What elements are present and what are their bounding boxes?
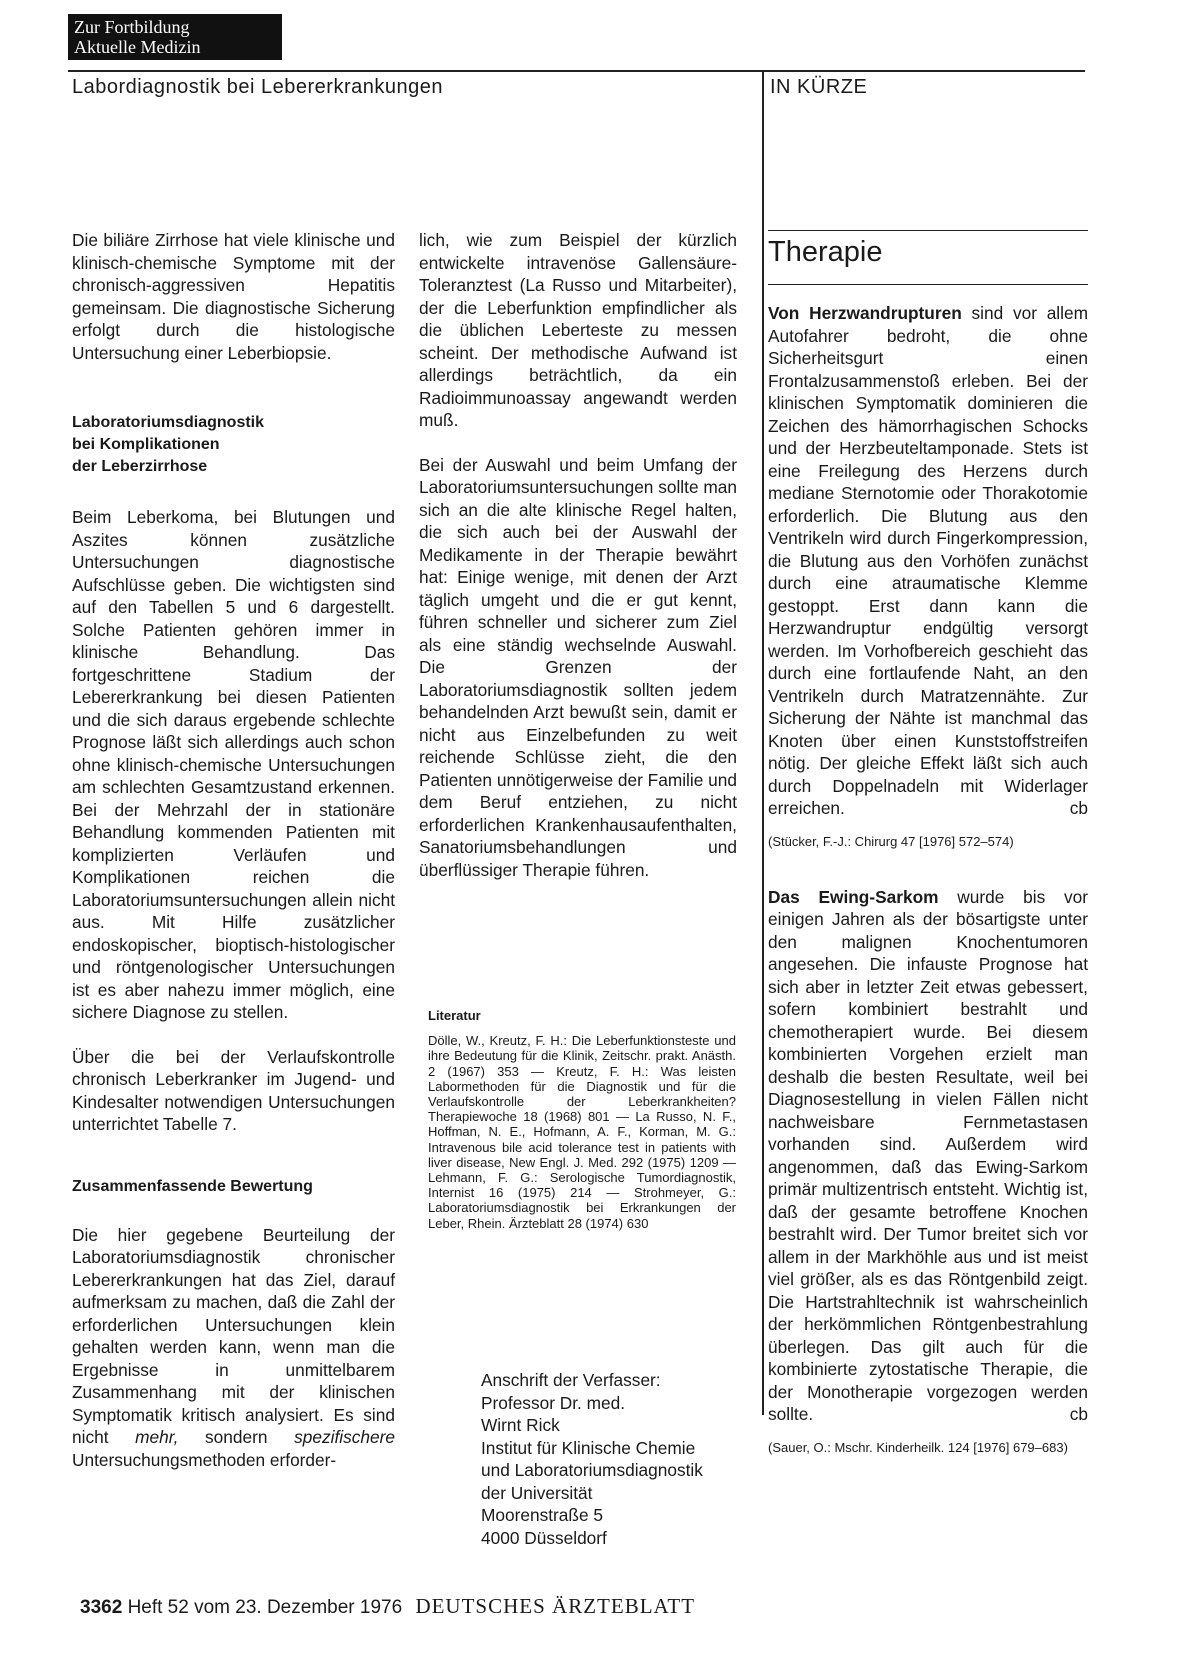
col1-paragraph-4: Die hier gegebene Beurteilung der Laboratoriumsdiagnostik chronischer Lebererkrankungen hat das Ziel, darauf aufmerksam zu machen, daß die Zahl der erforderlichen Untersuchungen klein gehalten werden kann, wenn man die Ergebnisse in unmittelbarem Zusammenhang mit der klinischen Symptomatik kritisch analysiert. Es sind nicht mehr, sondern spezifischere Untersuchungsmethoden erforder- [72,1224,395,1470]
emphasis-spezifischere: spezifischere [294,1427,395,1447]
col1-heading-1 [72,412,395,478]
article-herzwandruptur: Von Herzwandrupturen sind vor allem Autofahrer bedroht, die ohne Sicherheitsgurt einen Frontalzusammenstoß erleben. Bei der klinischen Symptomatik dominieren die Zeichen des hämorrhagischen Schocks und der Herzbeuteltamponade. Stets ist eine Freilegung des Herzens durch mediane Sternotomie oder Thorakotomie erforderlich. Die Blutung aus den Ventrikeln wird durch Fingerkompression, die Blutung aus den Vorhöfen zunächst durch eine atraumatische Klemme gestoppt. Erst dann kann die Herzwandruptur endgültig versorgt werden. Im Vorhofbereich geschieht das durch eine fortlaufende Naht, an den Ventrikeln durch Matratzennähte. Zur Sicherung der Nähte ist manchmal das Knoten über einen Kunststoffstreifen nötig. Der gleiche Effekt läßt sich auch durch Doppelnadeln mit Widerlager erreichen. cb [768,303,1088,818]
col1-paragraph-3: Über die bei der Verlaufskontrolle chronisch Leberkranker im Jugend- und Kindesalter notwendigen Untersuchungen unterrichtet Tabelle 7. [72,1046,395,1134]
col1-heading-1-line-1: Laboratoriumsdiagnostik [72,414,265,431]
author-address [481,1369,703,1549]
column-1 [72,229,395,1471]
col2-paragraph-1: lich, wie zum Beispiel der kürzlich entwickelte intravenöse Gallensäure-Toleranztest (La Russo und Mitarbeiter), der die Leberfunktion empfindlicher als die üblichen Leberteste zu messen scheint. Der methodische Aufwand ist allerdings beträchtlich, da ein Radioimmunoassay angewandt werden muß. [419,230,737,430]
address-line: und Laboratoriumsdiagnostik [481,1460,703,1480]
page-footer [80,1594,695,1619]
address-line: 4000 Düsseldorf [481,1527,607,1548]
section-heading-in-kuerze: IN KÜRZE [770,76,868,98]
therapie-title: Therapie [768,236,883,268]
address-line: Institut für Klinische Chemie [481,1437,696,1458]
col2-paragraph-2: Bei der Auswahl und beim Umfang der Laboratoriumsuntersuchungen sollte man sich an die alte klinische Regel halten, die sich auch bei der Auswahl der Medikamente in der Therapie bewährt hat: Einige wenige, mit denen der Arzt täglich umgeht und die er gut kennt, führen schneller und sicherer zum Ziel als eine ständig wechselnde Auswahl. Die Grenzen der Laboratoriumsdiagnostik sollten jedem behandelnden Arzt bewußt sein, damit er nicht aus Einzelbefunden zu weit reichende Schlüsse zieht, die den Patienten unnötigerweise der Familie und dem Beruf entziehen, zu nicht erforderlichen Krankenhausaufenthalten, Sanatoriumsbehandlungen und überflüssiger Therapie führen. [419,454,737,880]
literature [428,1008,736,1231]
col1-heading-1-line-2: bei Komplikationen [72,436,220,453]
journal-name: DEUTSCHES ÄRZTEBLATT [415,1594,696,1618]
section-label-line-1: Zur Fortbildung [74,17,190,37]
col1-paragraph-2: Beim Leberkoma, bei Blutungen und Aszites können zusätzliche Untersuchungen diagnostische Aufschlüsse geben. Die wichtigsten sind auf den Tabellen 5 und 6 dargestellt. Solche Patienten gehören immer in klinische Behandlung. Das fortgeschrittene Stadium der Lebererkrankung bei diesen Patienten und die sich daraus ergebende schlechte Prognose läßt sich allerdings auch schon ohne klinisch-chemische Untersuchungen am schlechten Gesamtzustand erkennen. Bei der Mehrzahl der in stationäre Behandlung kommenden Patienten mit komplizierten Verläufen und Komplikationen reichen die Laboratoriumsuntersuchungen allein nicht aus. Mit Hilfe zusätzlicher endoskopischer, bioptisch-histologischer und röntgenologischer Untersuchungen ist es aber nahezu immer möglich, eine sichere Diagnose zu stellen. [72,507,395,1022]
article-ewing-sarkom: Das Ewing-Sarkom wurde bis vor einigen Jahren als der bösartigste unter den malignen Knochentumoren angesehen. Die infauste Prognose hat sich aber in letzter Zeit etwas gebessert, sofern kombiniert bestrahlt und chemotherapiert wurde. Bei diesem kombinierten Vorgehen erzielt man deshalb die besten Resultate, weil bei Diagnosestellung in vielen Fällen nicht nachweisbare Fernmetastasen vorhanden sind. Außerdem wird angenommen, daß das Ewing-Sarkom primär multizentrisch entsteht. Wichtig ist, daß der gesamte betroffene Knochen bestrahlt wird. Der Tumor breitet sich vor allem in der Markhöhle aus und ist meist viel größer, als es das Röntgenbild zeigt. Die Hartstrahltechnik ist wahrscheinlich der herkömmlichen Röntgenbestrahlung überlegen. Das gilt auch für die kombinierte zytostatische Therapie, die der Monotherapie vorgezogen werden sollte. cb [768,886,1088,1424]
literature-text: Dölle, W., Kreutz, F. H.: Die Leberfunktionsteste und ihre Bedeutung für die Klinik, Zeitschr. prakt. Anästh. 2 (1967) 353 — Kreutz, F. H.: Was leisten Labormethoden für die Diagnostik und für die Verlaufskontrolle der Leberkrankheiten? Therapiewoche 18 (1968) 801 — La Russo, N. F., Hoffman, N. E., Hofmann, A. F., Korman, M. G.: Intravenous bile acid tolerance test in patients with liver disease, New Engl. J. Med. 292 (1975) 1209 — Lehmann, F. G.: Serologische Tumordiagnostik, Internist 16 (1975) 214 — Strohmeyer, G.: Laboratoriumsdiagnostik bei Erkrankungen der Leber, Rhein. Ärzteblatt 28 (1974) 630 [428,1033,736,1231]
emphasis-mehr: mehr, [135,1427,179,1447]
header-rule [68,70,1085,72]
issue-info: Heft 52 vom 23. Dezember 1976 [127,1597,403,1618]
address-line: Moorenstraße 5 [481,1505,603,1525]
running-title: Labordiagnostik bei Lebererkrankungen [72,76,443,98]
col1-heading-2: Zusammenfassende Bewertung [72,1177,313,1195]
column-3 [768,302,1088,1456]
article-2-reference: (Sauer, O.: Mschr. Kinderheilk. 124 [1976] 679–683) [768,1439,1068,1455]
column-2 [419,229,737,881]
article-1-lead: Von Herzwandrupturen [768,303,962,323]
address-line: Anschrift der Verfasser: [481,1370,661,1390]
article-1-signature: cb [1069,798,1088,818]
article-2-lead: Das Ewing-Sarkom [768,886,939,907]
col1-heading-1-line-3: der Leberzirrhose [72,458,208,475]
column-divider [762,70,764,1415]
article-1-reference: (Stücker, F.-J.: Chirurg 47 [1976] 572–574) [768,833,1014,849]
col1-paragraph-1: Die biliäre Zirrhose hat viele klinische und klinisch-chemische Symptome mit der chronisch-aggressiven Hepatitis gemeinsam. Die diagnostische Sicherung erfolgt durch die histologische Untersuchung einer Leberbiopsie. [72,230,395,363]
literature-heading: Literatur [428,1008,481,1023]
therapie-top-rule [768,230,1088,231]
address-line: der Universität [481,1482,593,1503]
address-line: Professor Dr. med. [481,1392,626,1413]
article-2-signature: cb [1069,1404,1088,1424]
page-number: 3362 [80,1597,123,1618]
section-label-line-2: Aktuelle Medizin [74,37,201,57]
section-label [68,14,282,60]
address-line: Wirnt Rick [481,1415,560,1435]
therapie-bottom-rule [768,284,1088,285]
